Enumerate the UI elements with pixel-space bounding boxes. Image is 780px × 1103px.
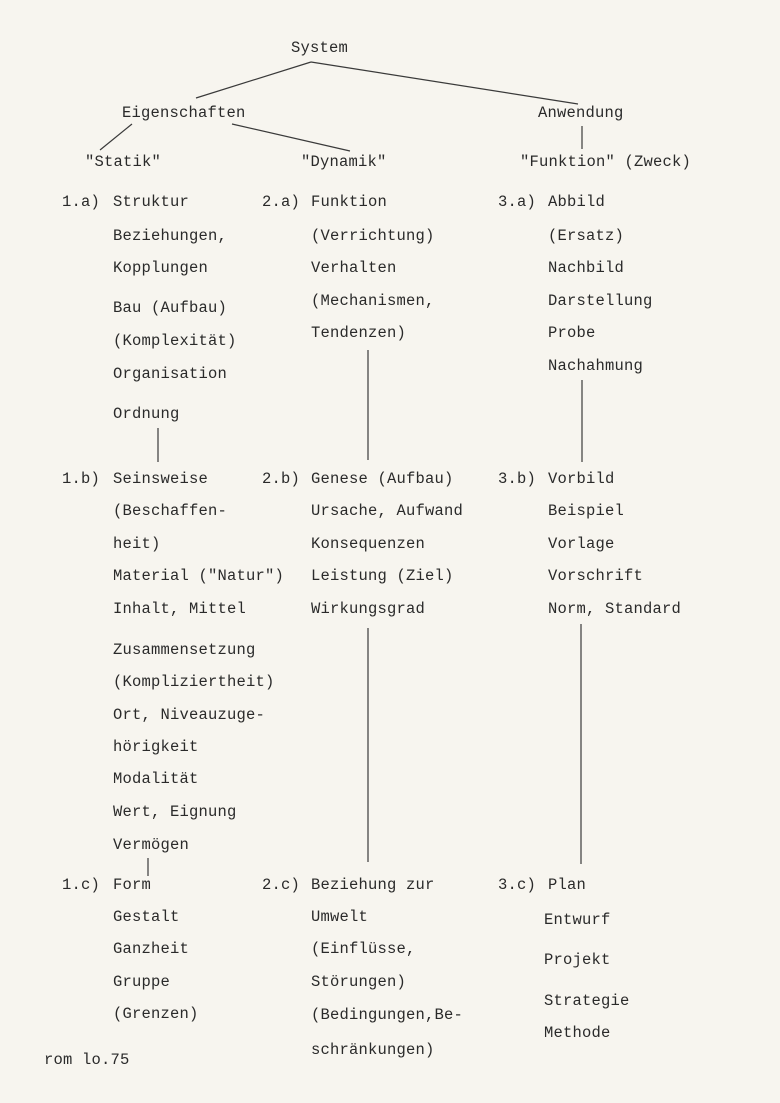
item-3c-3: Strategie: [544, 992, 630, 1010]
label-2b: 2.b): [262, 470, 301, 488]
item-2c-1: Umwelt: [311, 908, 369, 926]
root-system: System: [291, 39, 349, 57]
item-2a-3: (Mechanismen,: [311, 292, 435, 310]
item-2a-0: Funktion: [311, 193, 388, 211]
item-1b-7: Ort, Niveauzuge-: [113, 706, 266, 724]
label-3a: 3.a): [498, 193, 537, 211]
item-3c-4: Methode: [544, 1024, 611, 1042]
item-2c-0: Beziehung zur: [311, 876, 435, 894]
item-3c-1: Entwurf: [544, 911, 611, 929]
item-3a-1: (Ersatz): [548, 227, 625, 245]
item-2c-2: (Einflüsse,: [311, 940, 416, 958]
item-1b-10: Wert, Eignung: [113, 803, 237, 821]
item-1b-6: (Kompliziertheit): [113, 673, 275, 691]
item-3b-2: Vorlage: [548, 535, 615, 553]
item-2c-5: schränkungen): [311, 1041, 435, 1059]
label-3c: 3.c): [498, 876, 537, 894]
item-2b-1: Ursache, Aufwand: [311, 502, 464, 520]
item-1b-3: Material ("Natur"): [113, 567, 285, 585]
label-2c: 2.c): [262, 876, 301, 894]
line-eigenschaften-dynamik: [232, 124, 350, 151]
item-3c-2: Projekt: [544, 951, 611, 969]
branch-eigenschaften: Eigenschaften: [122, 104, 246, 122]
item-1c-3: Gruppe: [113, 973, 171, 991]
item-2b-4: Wirkungsgrad: [311, 600, 426, 618]
item-1a-1: Beziehungen,: [113, 227, 228, 245]
item-2c-4: (Bedingungen,Be-: [311, 1006, 464, 1024]
branch-anwendung: Anwendung: [538, 104, 624, 122]
item-1a-4: (Komplexität): [113, 332, 237, 350]
item-2c-3: Störungen): [311, 973, 407, 991]
item-2a-2: Verhalten: [311, 259, 397, 277]
node-statik: "Statik": [85, 153, 162, 171]
footer-author-date: rom lo.75: [44, 1051, 130, 1069]
item-3b-1: Beispiel: [548, 502, 625, 520]
item-1c-0: Form: [113, 876, 152, 894]
item-1b-0: Seinsweise: [113, 470, 209, 488]
item-3a-0: Abbild: [548, 193, 606, 211]
node-dynamik: "Dynamik": [301, 153, 387, 171]
item-1c-4: (Grenzen): [113, 1005, 199, 1023]
item-1b-4: Inhalt, Mittel: [113, 600, 247, 618]
item-1b-11: Vermögen: [113, 836, 190, 854]
item-1b-8: hörigkeit: [113, 738, 199, 756]
label-3b: 3.b): [498, 470, 537, 488]
item-1a-3: Bau (Aufbau): [113, 299, 228, 317]
line-system-anwendung: [311, 62, 578, 104]
item-3a-4: Probe: [548, 324, 596, 342]
label-1a: 1.a): [62, 193, 101, 211]
label-1b: 1.b): [62, 470, 101, 488]
item-1b-9: Modalität: [113, 770, 199, 788]
item-1a-0: Struktur: [113, 193, 190, 211]
item-1b-2: heit): [113, 535, 161, 553]
line-system-eigenschaften: [196, 62, 311, 98]
label-1c: 1.c): [62, 876, 101, 894]
item-3a-2: Nachbild: [548, 259, 625, 277]
item-1a-6: Ordnung: [113, 405, 180, 423]
item-1c-1: Gestalt: [113, 908, 180, 926]
item-1a-5: Organisation: [113, 365, 228, 383]
item-2a-1: (Verrichtung): [311, 227, 435, 245]
item-3b-3: Vorschrift: [548, 567, 644, 585]
item-3b-0: Vorbild: [548, 470, 615, 488]
item-2b-2: Konsequenzen: [311, 535, 426, 553]
label-2a: 2.a): [262, 193, 301, 211]
item-3b-4: Norm, Standard: [548, 600, 682, 618]
item-3c-0: Plan: [548, 876, 587, 894]
item-1b-1: (Beschaffen-: [113, 502, 228, 520]
node-funktion-zweck: "Funktion" (Zweck): [520, 153, 692, 171]
item-2b-0: Genese (Aufbau): [311, 470, 454, 488]
item-3a-3: Darstellung: [548, 292, 653, 310]
item-1c-2: Ganzheit: [113, 940, 190, 958]
item-2b-3: Leistung (Ziel): [311, 567, 454, 585]
line-eigenschaften-statik: [100, 124, 132, 150]
item-3a-5: Nachahmung: [548, 357, 644, 375]
item-1a-2: Kopplungen: [113, 259, 209, 277]
item-1b-5: Zusammensetzung: [113, 641, 256, 659]
item-2a-4: Tendenzen): [311, 324, 407, 342]
